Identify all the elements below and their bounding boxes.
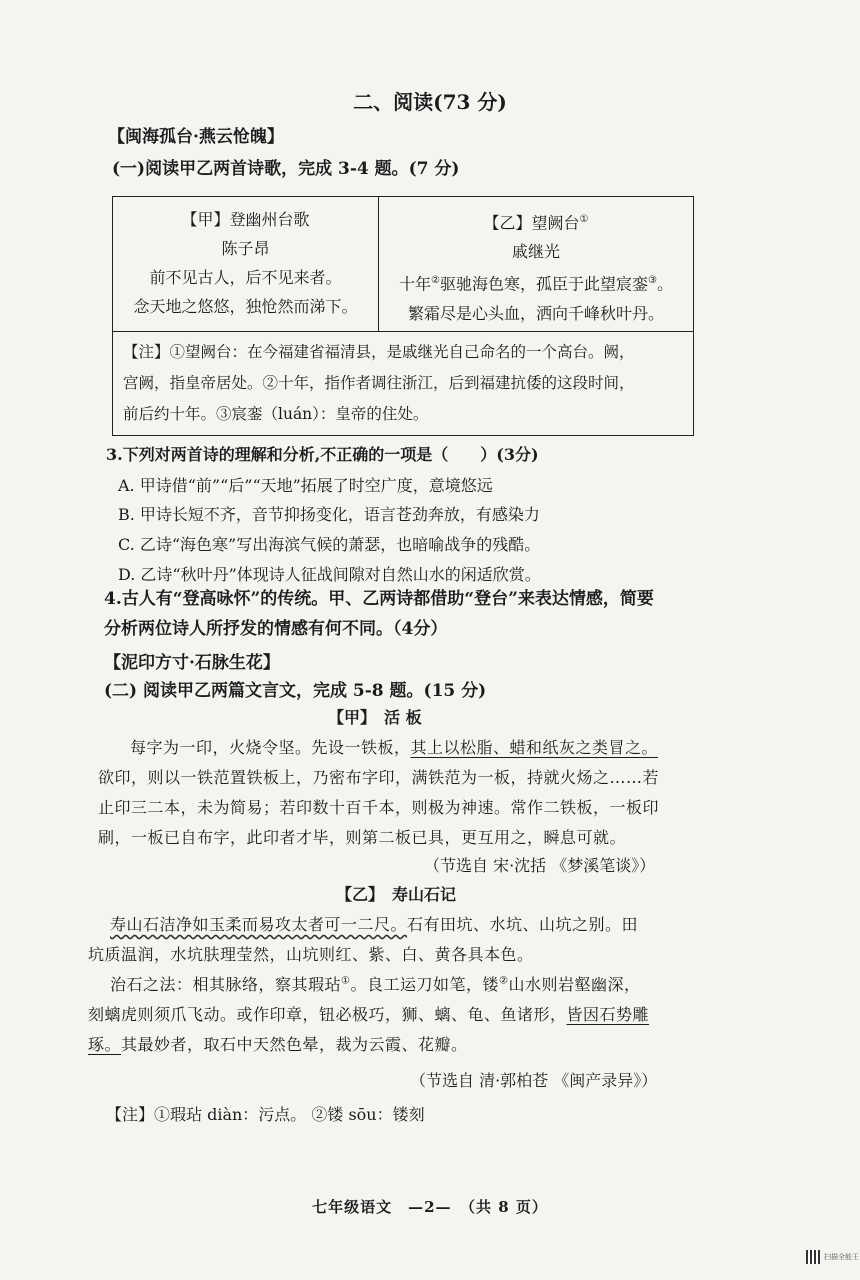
- text-yi-source: （节选自 清·郭柏苍 《闽产录异》）: [410, 1071, 658, 1090]
- poem-yi-title-row: [379, 205, 693, 237]
- text-jia-line4: 刷，一板已自布字，此印者才毕，则第二板已具，更互用之，瞬息可就。: [98, 828, 627, 847]
- q3-option-b: B. 甲诗长短不齐，音节抑扬变化，语言苍劲奔放，有感染力: [118, 505, 540, 524]
- text-jia-line1-part: 每字为一印，火烧令坚。先设一铁板，: [130, 738, 411, 757]
- section2-instruction: (二) 阅读甲乙两篇文言文，完成 5-8 题。(15 分): [104, 681, 487, 701]
- poem-yi-line1-part: 十年: [399, 274, 432, 294]
- section1-instruction: (一)阅读甲乙两首诗歌，完成 3-4 题。(7 分): [112, 159, 460, 179]
- text-yi-sup: ②: [499, 975, 509, 987]
- poem-yi-sup: ③: [648, 275, 657, 287]
- text-yi-title: 【乙】 寿山石记: [336, 885, 457, 904]
- poem-jia-author: 陈子昂: [221, 239, 270, 258]
- text-yi-line1-part: 石有田坑、水坑、山坑之别。田: [407, 915, 639, 934]
- poem-jia-line2: 念天地之悠悠，独怆然而涕下。: [133, 297, 358, 316]
- text-yi-line2: 坑质温润，水坑肤理莹然，山坑则红、紫、白、黄各具本色。: [88, 945, 534, 964]
- text-jia-title: 【甲】 活 板: [328, 708, 422, 727]
- q3-option-c: C. 乙诗“海色寒”写出海滨气候的萧瑟，也暗喻战争的残酷。: [118, 535, 541, 554]
- text-yi-underlined: 皆因石势雕: [566, 1005, 650, 1024]
- text-yi-line5-part: 其最妙者，取石中天然色晕，裁为云霞、花瓣。: [121, 1035, 468, 1054]
- poem-yi-title-sup: ①: [579, 214, 589, 225]
- text-yi-line3: [110, 972, 640, 995]
- text-yi-line3-part: 。良工运刀如笔，镂: [350, 975, 499, 994]
- text-jia-line3: 止印三二本，未为简易；若印数十百千本，则极为神速。常作二铁板，一板印: [98, 798, 660, 817]
- section1-tag: 【闽海孤台·燕云怆魄】: [108, 127, 284, 147]
- poem-yi: [379, 205, 693, 328]
- scanner-watermark: 扫描全能王: [824, 1253, 859, 1261]
- q3-option-a: A. 甲诗借“前”“后”“天地”拓展了时空广度，意境悠远: [118, 476, 493, 495]
- poem-note-line3: 前后约十年。③宸銮（luán）：皇帝的住处。: [123, 405, 429, 423]
- poem-yi-author: 戚继光: [511, 242, 560, 262]
- table-divider-horizontal: [113, 331, 693, 332]
- text-jia-source: （节选自 宋·沈括 《梦溪笔谈》）: [424, 856, 656, 875]
- poem-yi-line1: [379, 266, 693, 298]
- poem-yi-line2: 繁霜尽是心头血，洒向千峰秋叶丹。: [407, 303, 664, 323]
- poem-note: [123, 337, 683, 430]
- q4-line2: 分析两位诗人所抒发的情感有何不同。（4分）: [104, 619, 448, 639]
- page-footer: 七年级语文 —2— （共 8 页）: [312, 1198, 548, 1216]
- q3-option-d: D. 乙诗“秋叶丹”体现诗人征战间隙对自然山水的闲适欣赏。: [118, 565, 541, 584]
- text-jia-underlined: 其上以松脂、蜡和纸灰之类冒之。: [410, 738, 659, 757]
- poem-jia-title: 【甲】登幽州台歌: [181, 210, 310, 229]
- text-yi-line1: [110, 912, 638, 935]
- text-yi-underlined: 琢。: [88, 1035, 122, 1054]
- poem-table: [112, 196, 694, 436]
- text-yi-line4: [88, 1002, 649, 1025]
- text-yi-line3-part: 治石之法：相其脉络，察其瑕玷: [110, 975, 342, 994]
- q3-stem: 3.下列对两首诗的理解和分析,不正确的一项是（ ）(3分): [106, 445, 539, 464]
- text-yi-wavy: 寿山石洁净如玉柔而易攻太者可一二尺。: [110, 915, 408, 934]
- text-jia-line1: [130, 735, 658, 758]
- poem-jia-line1: 前不见古人，后不见来者。: [149, 268, 342, 287]
- poem-yi-title: 【乙】望阙台: [483, 213, 580, 233]
- text-yi-line5: [88, 1032, 468, 1055]
- poem-yi-line1-part: 。: [656, 274, 673, 294]
- poem-note-line2: 宫阙，指皇帝居处。②十年，指作者调往浙江，后到福建抗倭的这段时间，: [123, 374, 635, 392]
- text-yi-line3-part: 山水则岩壑幽深，: [508, 975, 641, 994]
- scanner-logo-icon: [806, 1250, 820, 1264]
- q4-line1: 4.古人有“登高咏怀”的传统。甲、乙两诗都借助“登台”来表达情感，简要: [104, 589, 654, 609]
- text-yi-note: 【注】①瑕玷 diàn：污点。 ②镂 sōu：镂刻: [106, 1105, 425, 1124]
- poem-yi-line1-part: 驱驰海色寒，孤臣于此望宸銮: [439, 274, 648, 294]
- poem-yi-sup: ②: [431, 275, 440, 287]
- section-title: 二、阅读(73 分): [353, 90, 507, 114]
- text-yi-sup: ①: [341, 975, 351, 987]
- section2-tag: 【泥印方寸·石脉生花】: [104, 653, 280, 673]
- text-yi-line4-part: 刻螭虎则须爪飞动。或作印章，钮必极巧，狮、螭、龟、鱼诸形，: [88, 1005, 567, 1024]
- text-jia-line2: 欲印，则以一铁范置铁板上，乃密布字印，满铁范为一板，持就火炀之……若: [98, 768, 660, 787]
- poem-jia: [113, 205, 378, 321]
- poem-note-line1: 【注】①望阙台：在今福建省福清县，是戚继光自己命名的一个高台。阙，: [123, 343, 635, 361]
